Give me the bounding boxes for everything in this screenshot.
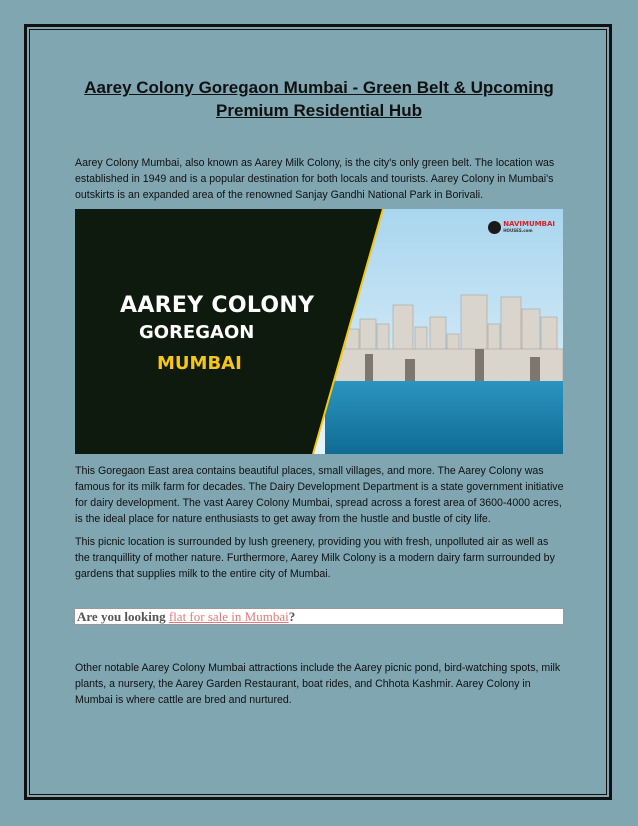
flat-for-sale-link[interactable]: flat for sale in Mumbai bbox=[168, 609, 289, 624]
paragraph-attractions: Other notable Aarey Colony Mumbai attractions include the Aarey picnic pond, bird-watching spots, milk plants, a nursery, the Aarey Garden Restaurant, boat rides, and Chhota Kashmir. Aarey Colony in Mumbai is where cattle are bred and nurtured. bbox=[75, 662, 561, 706]
paragraph-picnic-location: This picnic location is surrounded by lush greenery, providing you with fresh, unpolluted air as well as the tranquillity of mother nature. Furthermore, Aarey Milk Colony is a modern dairy farm surrounded by gardens that supplies milk to the entire city of Mumbai. bbox=[75, 536, 555, 580]
flat-for-sale-callout bbox=[74, 608, 564, 625]
paragraph-intro: Aarey Colony Mumbai, also known as Aarey Milk Colony, is the city's only green belt. The location was established in 1949 and is a popular destination for both locals and tourists. Aarey Colony in Mumbai's outskirts is an expanded area of the renowned Sanjay Gandhi National Park in Borivali. bbox=[75, 157, 555, 201]
paragraph-goregaon-east: This Goregaon East area contains beautiful places, small villages, and more. The Aarey Colony was famous for its milk farm for decades. The Dairy Development Department is a state government initiative for dairy development. The vast Aarey Colony Mumbai, spread across a forest area of 3600-4000 acres, is the ideal place for nature enthusiasts to get away from the hustle and bustle of city life. bbox=[75, 465, 564, 525]
logo-house-icon bbox=[488, 221, 501, 234]
callout-lead-text: Are you looking bbox=[77, 609, 169, 624]
banner-line-mumbai: MUMBAI bbox=[157, 353, 242, 374]
document-title: Aarey Colony Goregaon Mumbai - Green Belt & Upcoming Premium Residential Hub bbox=[84, 78, 554, 120]
hero-banner-image bbox=[75, 209, 563, 454]
banner-line-aarey-colony: AAREY COLONY bbox=[120, 293, 315, 318]
logo-text: NAVIMUMBAI bbox=[503, 220, 555, 228]
logo-subtext: HOUSES.com bbox=[503, 228, 533, 233]
callout-tail-text: ? bbox=[288, 609, 296, 624]
navimumbai-logo bbox=[488, 218, 555, 236]
banner-line-goregaon: GOREGAON bbox=[139, 322, 255, 343]
